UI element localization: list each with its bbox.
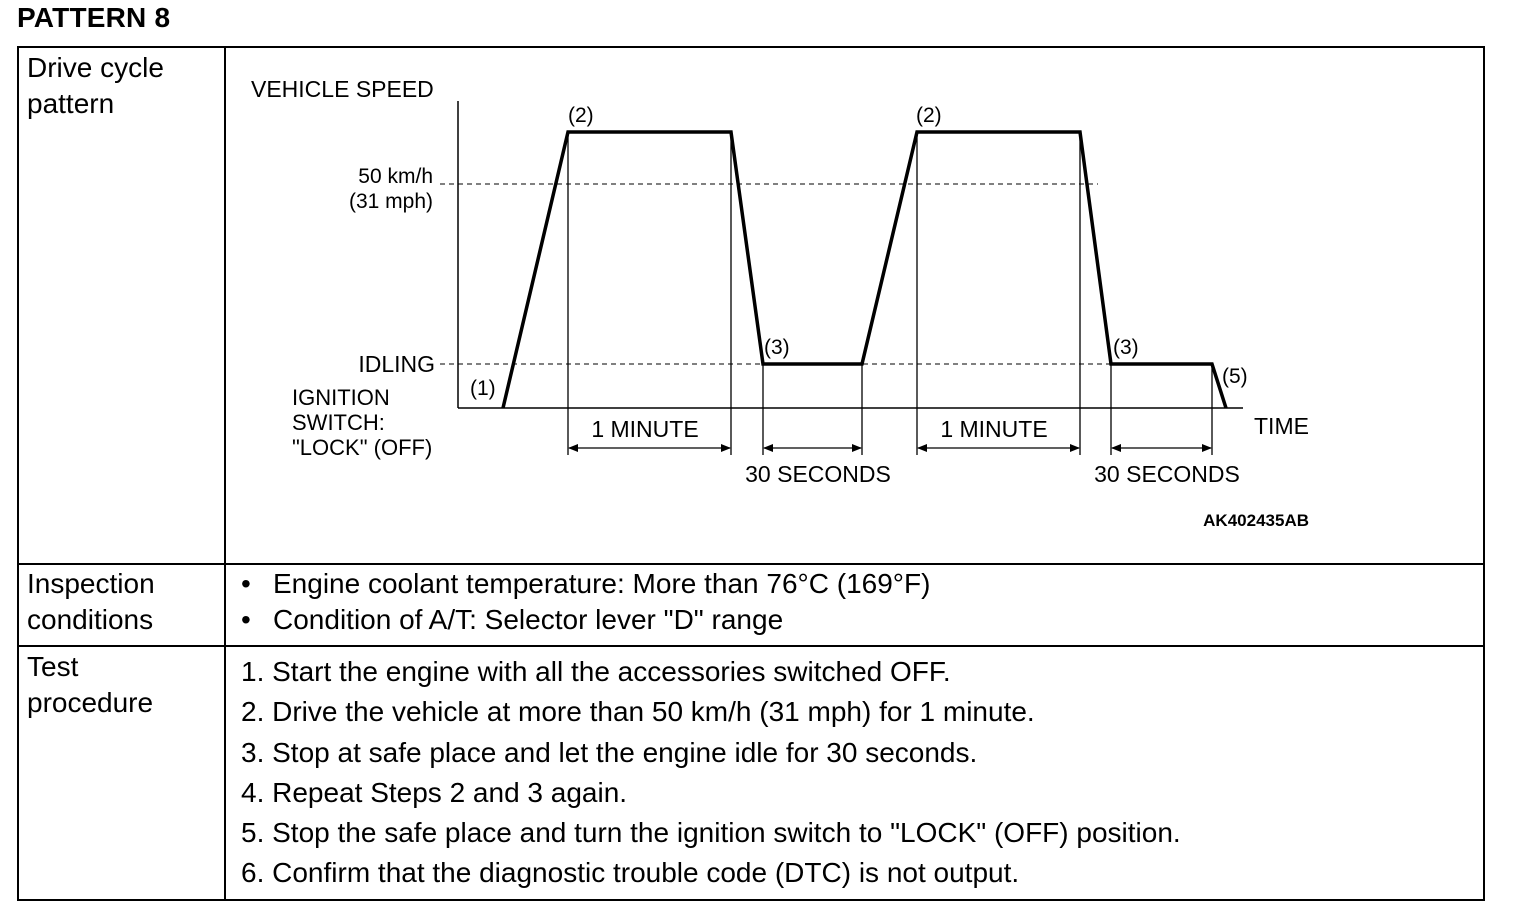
list-item: 6. Confirm that the diagnostic trouble code (DTC) is not output. [241,857,1020,889]
list-item: • Engine coolant temperature: More than 76°C (169°F) [241,568,931,599]
list-item: 3. Stop at safe place and let the engine idle for 30 seconds. [241,736,978,768]
marker-label: (2) [916,104,942,127]
page-title: PATTERN 8 [17,2,171,33]
ignition-label-line-2: SWITCH: [292,410,385,435]
idling-label: IDLING [358,351,435,377]
duration-label: 30 SECONDS [1094,461,1240,487]
speed-label-mph: (31 mph) [348,190,433,213]
marker-label: (1) [470,377,496,400]
speed-label: 50 km/h [358,165,433,188]
inspection-label: Inspection conditions [27,568,155,635]
list-item: 2. Drive the vehicle at more than 50 km/h (31 mph) for 1 minute. [241,696,1035,728]
duration-label: 30 SECONDS [745,461,891,487]
speed-profile-line [503,132,1226,408]
list-item: 1. Start the engine with all the accessories switched OFF. [241,656,951,687]
list-item: 5. Stop the safe place and turn the ignition switch to "LOCK" (OFF) position. [241,817,1181,849]
list-item: • Condition of A/T: Selector lever "D" range [241,604,784,635]
y-axis-label: VEHICLE SPEED [251,76,434,102]
list-item: 4. Repeat Steps 2 and 3 again. [241,776,628,808]
drive-cycle-label: Drive cycle pattern [27,52,164,119]
figure-code: AK402435AB [1203,511,1309,530]
x-axis-label: TIME [1254,413,1309,439]
ignition-label-line-3: "LOCK" (OFF) [292,435,433,460]
marker-label: (2) [568,104,594,127]
procedure-label: Test procedure [27,651,154,718]
ignition-label-line-1: IGNITION [292,385,390,410]
marker-label: (3) [1113,336,1139,359]
duration-label: 1 MINUTE [940,416,1048,442]
marker-label: (5) [1222,365,1248,388]
duration-label: 1 MINUTE [591,416,699,442]
marker-label: (3) [764,336,790,359]
